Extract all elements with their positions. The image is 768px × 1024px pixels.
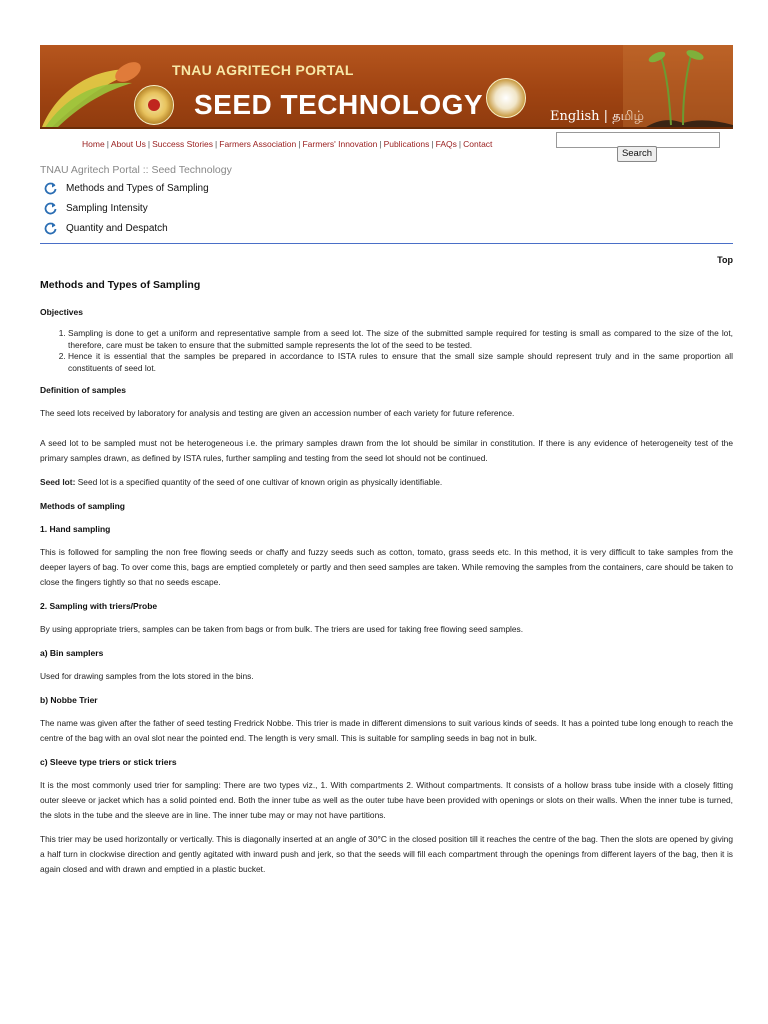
list-item: 1. Sampling is done to get a uniform and representative sample from a seed lot. The size of the submitted sample required for testing is small as compared to the size of the lot, therefore, care must be taken to ensure that the submitted sample represents the lot of the seed to be tested. bbox=[68, 328, 733, 351]
paragraph: It is the most commonly used trier for sampling: There are two types viz., 1. With compartments 2. Without compartments. It consists of a hollow brass tube inside with a closely fitting outer sleeve or jacket which has a solid pointed end. Both the inner tube as well as the outer tube have been provided with openings or slots on their walls. When the inner tube is turned, the slots in the tube and the sleeve are in line. The inner tube may or may not have partitions. bbox=[40, 780, 733, 820]
nav-faqs[interactable]: FAQs bbox=[435, 139, 457, 149]
paragraph: Used for drawing samples from the lots stored in the bins. bbox=[40, 671, 254, 681]
paragraph: The name was given after the father of seed testing Fredrick Nobbe. This trier is made in different dimensions to suit various kinds of seeds. It has a pointed tube long enough to reach the centre of the bag with an oval slot near the pointed end. The length is very small. This is suitable for sampling seeds in bag not in bulk. bbox=[40, 718, 733, 743]
triers-heading: 2. Sampling with triers/Probe bbox=[40, 601, 158, 611]
section-title: SEED TECHNOLOGY bbox=[194, 89, 484, 120]
refresh-arrow-icon bbox=[44, 181, 58, 195]
portal-title: TNAU AGRITECH PORTAL bbox=[172, 62, 354, 78]
objectives-list bbox=[40, 328, 733, 374]
leaf-illustration bbox=[40, 45, 150, 129]
breadcrumb[interactable]: TNAU Agritech Portal :: Seed Technology bbox=[40, 164, 232, 176]
top-navigation: Home | About Us | Success Stories | Farmers Association | Farmers' Innovation | Publications | FAQs | Contact bbox=[82, 139, 493, 149]
list-item: 2. Hence it is essential that the samples be prepared in accordance to ISTA rules to ensure that the small size sample should represent truly and in the same proportion all constituents of seed lot. bbox=[68, 351, 733, 374]
main-content bbox=[40, 278, 733, 886]
nav-success-stories[interactable]: Success Stories bbox=[152, 139, 214, 149]
objectives-heading: Objectives bbox=[40, 307, 83, 317]
sprout-illustration bbox=[623, 45, 733, 129]
top-link[interactable]: Top bbox=[717, 255, 733, 265]
nav-farmers-innovation[interactable]: Farmers' Innovation bbox=[302, 139, 378, 149]
sleeve-triers-heading: c) Sleeve type triers or stick triers bbox=[40, 757, 177, 767]
paragraph: By using appropriate triers, samples can be taken from bags or from bulk. The triers are used for taking free flowing seed samples. bbox=[40, 624, 524, 634]
toc-label: Sampling Intensity bbox=[66, 203, 148, 214]
toc-label: Quantity and Despatch bbox=[66, 223, 168, 234]
bin-samplers-heading: a) Bin samplers bbox=[40, 648, 104, 658]
tnau-logo[interactable] bbox=[134, 85, 174, 125]
paragraph: A seed lot to be sampled must not be heterogeneous i.e. the primary samples drawn from the lot should be similar in constitution. If there is any evidence of heterogeneity test of the primary samples drawn, as defined by ISTA rules, further sampling and testing from the seed lot should not be continued. bbox=[40, 438, 733, 463]
seed-lot-text: Seed lot is a specified quantity of the seed of one cultivar of known origin as physically identifiable. bbox=[75, 477, 443, 487]
paragraph: This is followed for sampling the non free flowing seeds or chaffy and fuzzy seeds such as cotton, tomato, grass seeds etc. In this method, it is very difficult to take samples from the deeper layers of bag. To over come this, bags are emptied completely or partly and then seed samples are taken. While removing the samples from the containers, care should be taken to close the fingers tightly so that no seeds escape. bbox=[40, 547, 733, 587]
language-switcher[interactable]: English | தமிழ் bbox=[550, 109, 644, 124]
refresh-arrow-icon bbox=[44, 201, 58, 215]
search-button[interactable]: Search bbox=[617, 146, 657, 162]
nav-about-us[interactable]: About Us bbox=[110, 139, 146, 149]
nav-farmers-association[interactable]: Farmers Association bbox=[219, 139, 297, 149]
seed-lot-label: Seed lot: bbox=[40, 477, 76, 487]
nav-contact[interactable]: Contact bbox=[463, 139, 493, 149]
methods-heading: Methods of sampling bbox=[40, 501, 125, 511]
nobbe-trier-heading: b) Nobbe Trier bbox=[40, 695, 98, 705]
paragraph: The seed lots received by laboratory for analysis and testing are given an accession number of each variety for future reference. bbox=[40, 408, 515, 418]
paragraph: This trier may be used horizontally or vertically. This is diagonally inserted at an angle of 30°C in the closed position till it reaches the centre of the bag. Then the slots are opened by giving a half turn in clockwise direction and gently agitated with inward push and jerk, so that the seeds will fill each compartment through the openings from different layers of the bag, then it is again closed and with drawn and emptied in a plastic bucket. bbox=[40, 834, 733, 874]
toc-label: Methods and Types of Sampling bbox=[66, 183, 209, 194]
nav-home[interactable]: Home bbox=[82, 139, 105, 149]
seed-lot-definition bbox=[40, 475, 733, 490]
page-title: Methods and Types of Sampling bbox=[40, 279, 201, 291]
header-banner bbox=[40, 45, 733, 129]
refresh-arrow-icon bbox=[44, 221, 58, 235]
hand-sampling-heading: 1. Hand sampling bbox=[40, 524, 111, 534]
tn-government-emblem bbox=[486, 78, 526, 118]
nav-publications[interactable]: Publications bbox=[383, 139, 430, 149]
divider bbox=[40, 243, 733, 244]
definition-heading: Definition of samples bbox=[40, 385, 126, 395]
